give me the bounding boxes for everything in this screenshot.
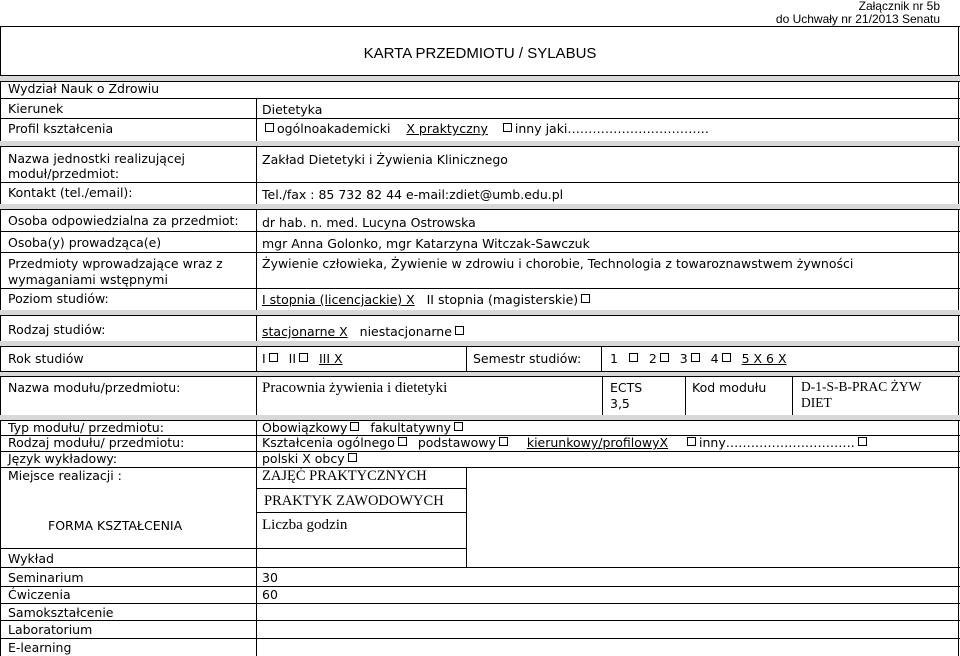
checkbox-icon [299, 353, 308, 362]
divider [0, 451, 960, 452]
kod-modulu-line1: D-1-S-B-PRAC ŻYW [801, 379, 922, 394]
divider [0, 567, 960, 568]
divider [0, 346, 960, 347]
kierunek-label: Kierunek [8, 101, 64, 116]
semestr-options [610, 351, 787, 366]
checkbox-icon [581, 294, 590, 303]
kod-modulu-line2: DIET [801, 395, 832, 410]
checkbox-icon [503, 123, 512, 132]
divider [0, 182, 960, 183]
divider [602, 376, 603, 420]
forma-row-name: Wykład [8, 551, 54, 566]
forma-row-name: Laboratorium [8, 622, 93, 637]
frame-top-line [0, 26, 960, 27]
year-3: III X [318, 351, 343, 366]
kierunek-value: Dietetyka [262, 102, 323, 117]
forma-row-name: Ćwiczenia [8, 587, 71, 602]
divider [256, 209, 257, 310]
jednostka-label-line2: moduł/przedmiot: [8, 166, 120, 181]
checkbox-icon [269, 353, 278, 362]
kod-modulu-label: Kod modułu [692, 380, 767, 395]
checkbox-icon [265, 123, 274, 132]
typ-label: Typ modułu/ przedmiotu: [8, 420, 164, 435]
rodzaj-inny: inny…………………………. [699, 435, 855, 450]
forma-row-name: Samokształcenie [8, 605, 114, 620]
ects-label: ECTS [610, 380, 643, 395]
ects-value: 3,5 [610, 396, 630, 411]
forma-row-name: E-learning [8, 640, 72, 655]
checkbox-icon [687, 437, 696, 446]
divider [0, 586, 960, 587]
rok-options [262, 351, 343, 366]
senate-resolution: do Uchwały nr 21/2013 Senatu [775, 12, 940, 26]
faculty-name: Wydział Nauk o Zdrowiu [8, 81, 160, 96]
divider [0, 603, 960, 604]
prowadzaca-label: Osoba(y) prowadząca(e) [8, 235, 162, 250]
modul-label: Nazwa modułu/przedmiotu: [8, 380, 181, 395]
divider [256, 420, 257, 435]
semester-5-6: 5 X 6 X [741, 351, 787, 366]
rodzaj-ogolny: Kształcenia ogólnego [262, 435, 395, 450]
divider [256, 512, 466, 513]
jezyk-options: polski X obcy [262, 451, 345, 466]
divider [0, 548, 466, 549]
divider [0, 146, 960, 147]
jednostka-label-line1: Nazwa jednostki realizującej [8, 151, 186, 166]
wprowadzajace-value: Żywienie człowieka, Żywienie w zdrowiu i chorobie, Technologia z towaroznawstwem żywności [262, 256, 854, 271]
divider [256, 315, 257, 341]
typ-fakultatywny: fakultatywny [370, 420, 452, 435]
odpowiedzialna-label: Osoba odpowiedzialna za przedmiot: [8, 213, 239, 228]
year-1: I [262, 351, 266, 366]
rodzaj-modulu-label: Rodzaj modułu/ przedmiotu: [8, 435, 185, 450]
checkbox-icon [858, 437, 867, 446]
semester-4: 4 [710, 351, 719, 366]
modul-value: Pracownia żywienia i dietetyki [262, 380, 448, 396]
checkbox-icon [691, 353, 700, 362]
divider [466, 467, 467, 568]
poziom-label: Poziom studiów: [8, 291, 109, 306]
rodzaj-studiow-value [262, 324, 467, 339]
divider [0, 315, 960, 316]
semester-2: 2 [648, 351, 657, 366]
liczba-godzin-label: Liczba godzin [262, 517, 348, 533]
rodzaj-modulu-options [262, 435, 870, 450]
profil-option-praktyczny: X praktyczny [406, 121, 488, 136]
forma-row-hours: 60 [262, 587, 278, 602]
checkbox-icon [398, 437, 407, 446]
divider [0, 467, 960, 468]
rok-label: Rok studiów [8, 351, 84, 366]
miejsce-label: Miejsce realizacji : [8, 468, 122, 483]
divider [466, 346, 467, 371]
checkbox-icon [499, 437, 508, 446]
divider [0, 638, 960, 639]
divider [256, 376, 257, 420]
checkbox-icon [660, 353, 669, 362]
divider [792, 376, 793, 420]
divider [256, 146, 257, 204]
document-title: KARTA PRZEDMIOTU / SYLABUS [363, 45, 597, 62]
miejsce-value: ZAJĘĆ PRAKTYCZNYCH [262, 468, 427, 484]
forma-ksztalcenia-label: FORMA KSZTAŁCENIA [48, 518, 183, 533]
forma-row-name: Seminarium [8, 570, 84, 585]
poziom-value [262, 292, 593, 307]
divider [601, 346, 602, 371]
kontakt-value: Tel./fax : 85 732 82 44 e-mail:zdiet@umb.edu.pl [262, 187, 564, 202]
forma-row-hours: 30 [262, 570, 278, 585]
divider [0, 288, 960, 289]
checkbox-icon [454, 422, 463, 431]
profil-options [262, 121, 709, 136]
divider [685, 376, 686, 420]
studia-stacjonarne: stacjonarne X [262, 324, 348, 339]
divider [256, 488, 466, 489]
jezyk-label: Język wykładowy: [8, 451, 118, 466]
wprowadzajace-label-line2: wymaganiami wstępnymi [8, 272, 168, 287]
checkbox-icon [629, 353, 638, 362]
divider [0, 209, 960, 210]
divider [256, 98, 257, 141]
odpowiedzialna-value: dr hab. n. med. Lucyna Ostrowska [262, 215, 476, 230]
checkbox-icon [722, 353, 731, 362]
profil-label: Profil kształcenia [8, 121, 114, 136]
kontakt-label: Kontakt (tel./email): [8, 185, 133, 200]
divider [0, 118, 960, 119]
attachment-number: Załącznik nr 5b [858, 0, 940, 13]
prowadzaca-value: mgr Anna Golonko, mgr Katarzyna Witczak-Sawczuk [262, 236, 590, 251]
profil-option-inny: inny jaki……………………………. [514, 121, 709, 136]
semester-1: 1 [610, 351, 618, 366]
divider [0, 376, 960, 377]
divider [0, 620, 960, 621]
typ-obowiazkowy: Obowiązkowy [262, 420, 348, 435]
jezyk-value [262, 451, 360, 466]
rodzaj-podstawowy: podstawowy [417, 435, 496, 450]
rodzaj-kierunkowy: kierunkowy/profilowyX [526, 435, 669, 450]
checkbox-icon [350, 422, 359, 431]
profil-option-ogolnoakademicki: ogólnoakademicki [277, 121, 391, 136]
checkbox-icon [455, 326, 464, 335]
jednostka-value: Zakład Dietetyki i Żywienia Klinicznego [262, 152, 508, 167]
poziom-option-magisterskie: II stopnia (magisterskie) [426, 292, 579, 307]
divider [0, 231, 960, 232]
divider [0, 252, 960, 253]
year-2: II [288, 351, 297, 366]
praktyk-zawodowych: PRAKTYK ZAWODOWYCH [264, 493, 444, 509]
poziom-option-licencjackie: I stopnia (licencjackie) X [262, 292, 415, 307]
studia-niestacjonarne: niestacjonarne [359, 324, 452, 339]
rodzaj-studiow-label: Rodzaj studiów: [8, 322, 106, 337]
typ-options [262, 420, 466, 435]
semester-3: 3 [679, 351, 688, 366]
divider [256, 346, 257, 371]
divider [256, 567, 257, 656]
semestr-label: Semestr studiów: [473, 351, 582, 366]
wprowadzajace-label-line1: Przedmioty wprowadzające wraz z [8, 256, 223, 271]
divider [0, 98, 960, 99]
checkbox-icon [348, 453, 357, 462]
